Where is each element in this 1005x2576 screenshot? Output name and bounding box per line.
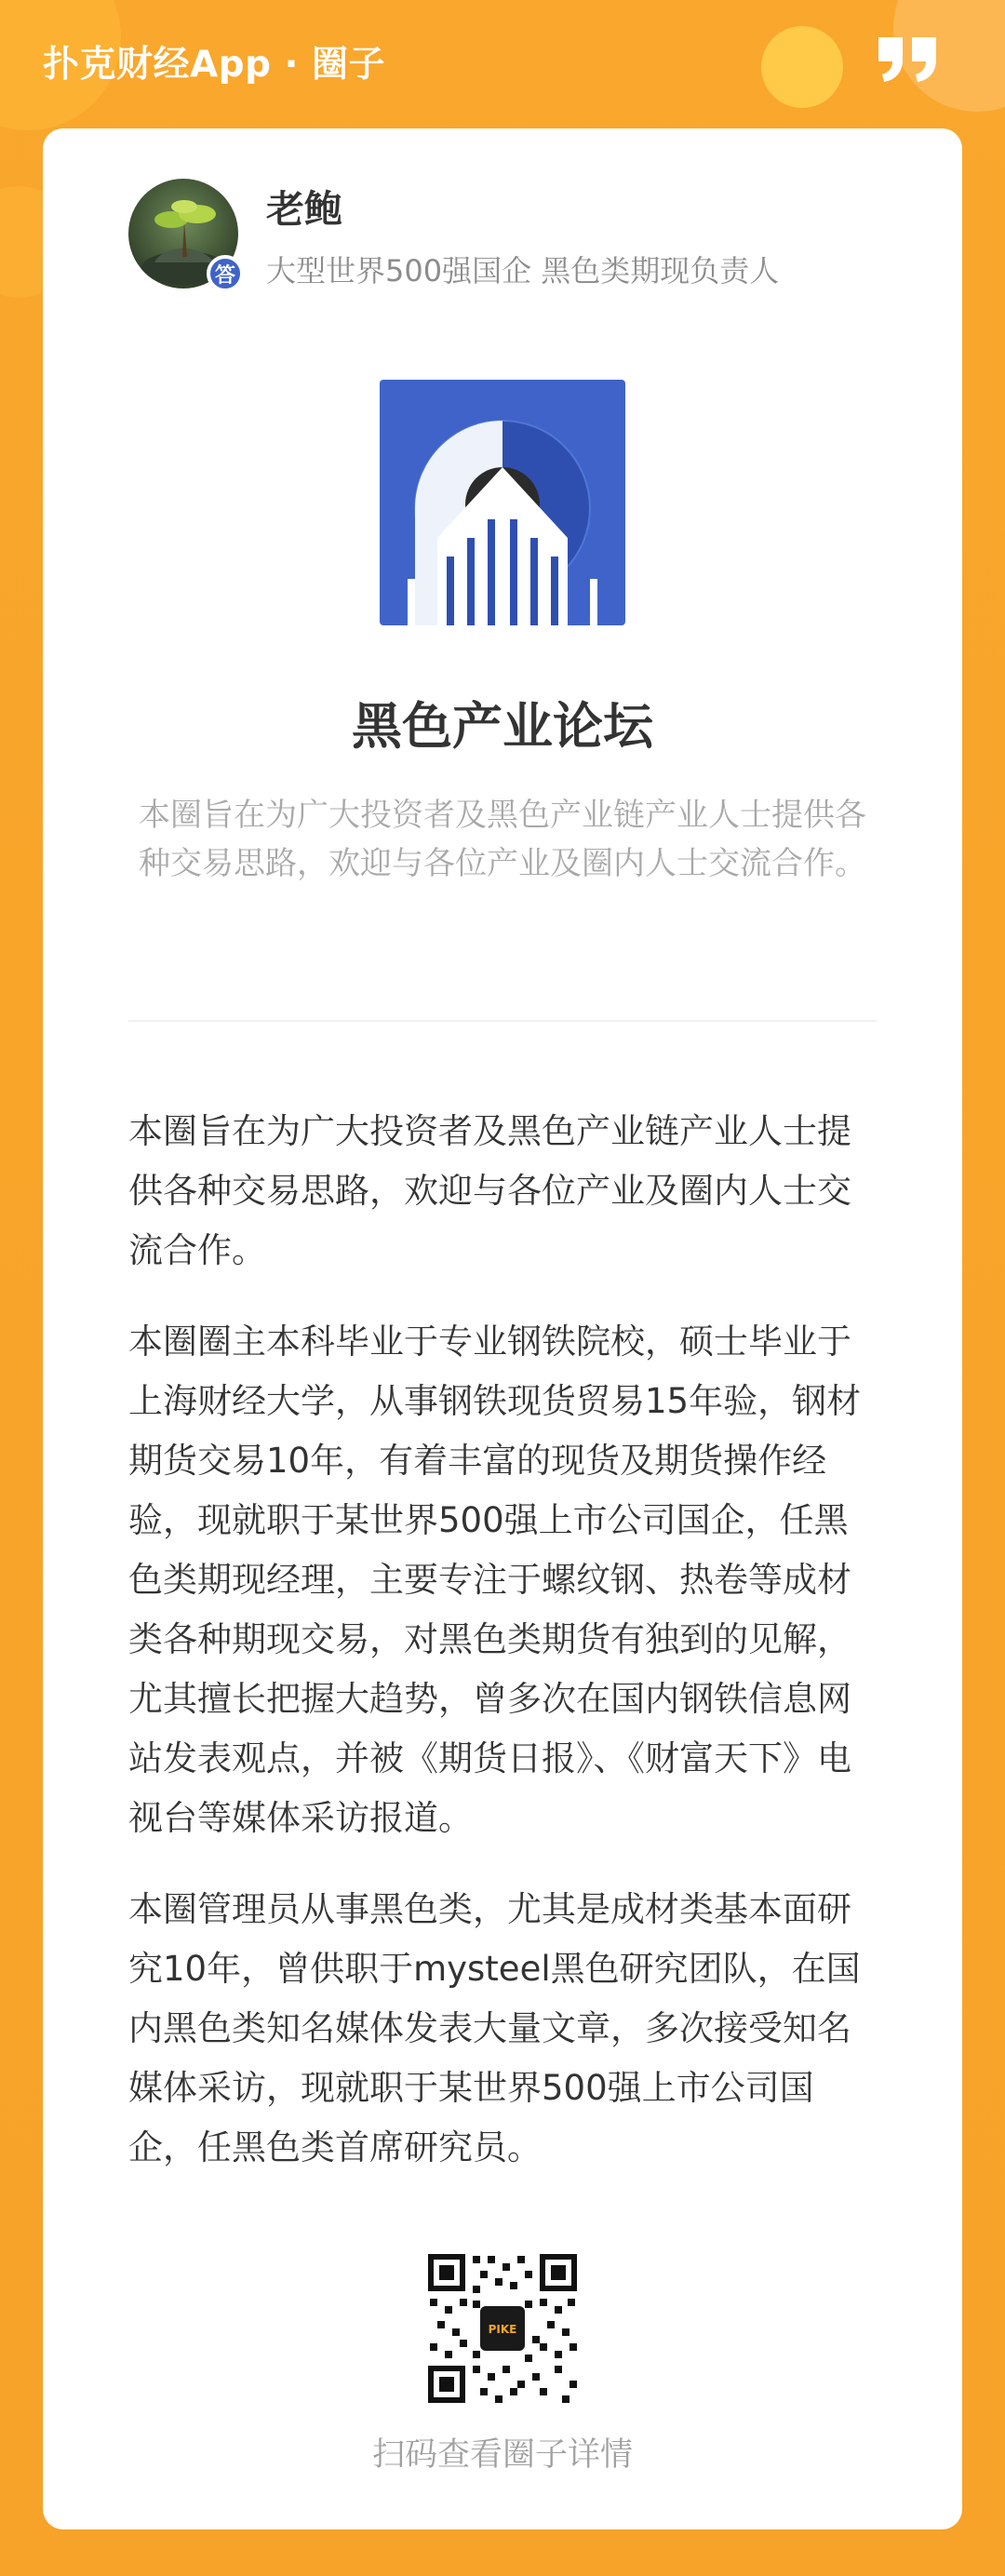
author-title: 大型世界500强国企 黑色类期现负责人 (266, 253, 780, 288)
author-avatar[interactable] (128, 179, 238, 288)
circle-intro (128, 1102, 877, 2209)
circle-card (43, 128, 962, 2529)
section-divider (128, 1020, 877, 1022)
intro-paragraph-3: 本圈管理员从事黑色类，尤其是成材类基本面研究10年，曾供职于mysteel黑色研究团队，在国内黑色类知名媒体发表大量文章，多次接受知名媒体采访，现就职于某世界500强上市公司国企，任黑色类首席研究员。 (128, 1889, 861, 2167)
qr-code-icon[interactable] (428, 2254, 577, 2403)
intro-paragraph-1: 本圈旨在为广大投资者及黑色产业链产业人士提供各种交易思路，欢迎与各位产业及圈内人士交流合作。 (128, 1111, 851, 1270)
circle-logo-icon (380, 380, 625, 625)
answer-badge: 答 (207, 255, 244, 292)
qr-caption: 扫码查看圈子详情 (371, 2436, 633, 2474)
author-name: 老鲍 (266, 187, 342, 232)
quote-mark-icon (875, 32, 942, 84)
circle-description: 本圈旨在为广大投资者及黑色产业链产业人士提供各种交易思路，欢迎与各位产业及圈内人士交流合作。 (139, 797, 866, 882)
circle-name: 黑色产业论坛 (352, 697, 653, 756)
brand-title: 扑克财经App · 圈子 (43, 44, 385, 86)
qr-center-label: PIKE (488, 2323, 517, 2336)
intro-paragraph-2: 本圈圈主本科毕业于专业钢铁院校，硕士毕业于上海财经大学，从事钢铁现货贸易15年验，钢材期货交易10年，有着丰富的现货及期货操作经验，现就职于某世界500强上市公司国企，任黑色类期现经理，主要专注于螺纹钢、热卷等成材类各种期现交易，对黑色类期货有独到的见解，尤其擅长把握大趋势，曾多次在国内钢铁信息网站发表观点，并被《期货日报》、《财富天下》电视台等媒体采访报道。 (128, 1322, 862, 1838)
bg-bubble-top-right (761, 26, 843, 108)
